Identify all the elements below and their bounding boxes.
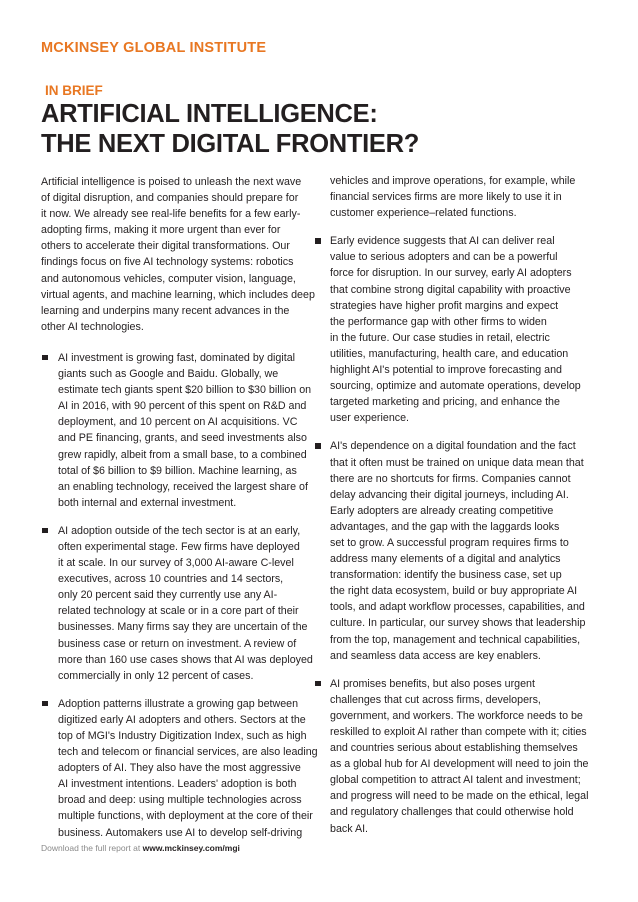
text-line: grew rapidly, albeit from a small base, to a combined: [58, 448, 307, 461]
text-line: multiple functions, with deployment at the core of their: [58, 810, 313, 823]
text-line: it now. We already see real-life benefits for a few early-: [41, 208, 301, 221]
footer-url-link[interactable]: www.mckinsey.com/mgi: [142, 843, 240, 853]
text-line: AI's dependence on a digital foundation and the fact: [330, 440, 576, 453]
text-line: address many elements of a digital and analytics: [330, 553, 561, 566]
bullet-text: [58, 523, 313, 684]
text-line: strategies have higher profit margins and expect: [330, 299, 559, 312]
section-kicker: IN BRIEF: [45, 83, 103, 98]
text-line: digitized early AI adopters and others. Sectors at the: [58, 713, 306, 726]
bullet-text: [330, 233, 590, 426]
bullet-square-icon: [315, 238, 321, 244]
text-line: findings focus on five AI technology systems: robotics: [41, 256, 294, 269]
text-line: AI adoption outside of the tech sector is at an early,: [58, 524, 301, 537]
page-title: [41, 99, 419, 159]
text-line: sourcing, optimize and automate operations, develop: [330, 380, 581, 393]
text-line: top of MGI's Industry Digitization Index, such as high: [58, 730, 307, 742]
text-line: the right data ecosystem, build or buy appropriate AI: [330, 585, 578, 598]
text-line: and PE financing, grants, and seed investments also: [58, 432, 307, 445]
text-line: other AI technologies.: [41, 320, 144, 333]
text-line: from the top, management and technical capabilities,: [330, 633, 581, 646]
text-line: force for disruption. In our survey, early AI adopters: [330, 267, 572, 280]
text-line: global competition to attract AI talent and investment;: [330, 774, 581, 787]
text-line: commercially in only 12 percent of cases.: [58, 669, 254, 682]
text-line: Adoption patterns illustrate a growing gap between: [58, 697, 299, 710]
text-line: culture. In particular, our survey shows that leadership: [330, 617, 586, 630]
text-line: an enabling technology, received the largest share of: [58, 480, 308, 493]
text-line: others to accelerate their digital transformations. Our: [41, 240, 290, 253]
text-line: estimate tech giants spent $20 billion to $30 billion on: [58, 384, 312, 397]
bullet-square-icon: [315, 681, 321, 687]
title-line: THE NEXT DIGITAL FRONTIER?: [41, 130, 419, 158]
bullet-text: [58, 350, 312, 511]
right-column: [314, 173, 590, 849]
text-line: virtual agents, and machine learning, which includes deep: [41, 288, 315, 301]
text-line: executives, across 10 countries and 14 sectors,: [58, 573, 284, 586]
text-line: the performance gap with other firms to widen: [330, 315, 547, 328]
text-line: giants such as Google and Baidu. Globally, we: [58, 368, 279, 381]
continued-paragraph: [330, 173, 590, 221]
bullet-text: [330, 438, 590, 663]
text-line: AI investment is growing fast, dominated by digital: [58, 351, 296, 364]
text-line: advantages, and the gap with the laggards looks: [330, 520, 560, 533]
bullet-item: [41, 523, 313, 684]
bullet-square-icon: [42, 528, 48, 534]
text-line: it at scale. In our survey of 3,000 AI-aware C-level: [58, 557, 294, 570]
text-line: Early adopters are already creating competitive: [330, 504, 554, 517]
text-line: Early evidence suggests that AI can deliver real: [330, 235, 555, 248]
text-line: government, and workers. The workforce needs to be: [330, 709, 583, 722]
footer-download-note: [41, 843, 240, 853]
text-line: utilities, manufacturing, health care, and education: [330, 347, 569, 360]
intro-paragraph: [41, 174, 315, 335]
left-bullet-list: [41, 350, 318, 841]
text-line: related technology at scale or in a core part of their: [58, 605, 299, 618]
text-line: Artificial intelligence is poised to unleash the next wave: [41, 176, 302, 188]
text-line: there are no shortcuts for firms. Companies cannot: [330, 472, 571, 485]
text-line: transformation: identify the business case, set up: [330, 569, 562, 582]
text-line: often experimental stage. Few firms have deployed: [58, 540, 300, 553]
text-line: and seamless data access are key enablers.: [330, 649, 541, 662]
text-line: AI promises benefits, but also poses urgent: [330, 677, 535, 690]
text-line: total of $6 billion to $9 billion. Machine learning, as: [58, 464, 297, 477]
bullet-square-icon: [42, 355, 48, 361]
text-line: businesses. Many firms say they are uncertain of the: [58, 621, 308, 634]
footer-prefix: Download the full report at: [41, 843, 143, 853]
bullet-text: [58, 696, 318, 841]
text-line: both internal and external investment.: [58, 496, 237, 509]
bullet-text: [330, 676, 590, 837]
bullet-item: [314, 233, 590, 426]
text-line: learning and underpins many recent advances in the: [41, 304, 290, 317]
text-line: as a global hub for AI development will need to join the: [330, 758, 589, 771]
bullet-square-icon: [315, 443, 321, 449]
text-line: challenges that cut across firms, developers,: [330, 693, 541, 706]
bullet-item: [41, 350, 312, 511]
title-line: ARTIFICIAL INTELLIGENCE:: [41, 100, 378, 128]
text-line: and progress will need to be made on the ethical, legal: [330, 790, 589, 803]
text-line: back AI.: [330, 822, 369, 835]
text-line: more than 160 use cases shows that AI was deployed: [58, 653, 313, 666]
right-bullet-list: [314, 233, 590, 836]
text-line: set to grow. A successful program requires firms to: [330, 536, 569, 549]
text-line: adopters of AI. They also have the most aggressive: [58, 762, 301, 775]
text-line: customer experience–related functions.: [330, 207, 517, 220]
text-line: in the future. Our case studies in retail, electric: [330, 331, 550, 344]
organization-name: MCKINSEY GLOBAL INSTITUTE: [41, 40, 267, 56]
text-line: of digital disruption, and companies should prepare for: [41, 192, 299, 205]
text-line: and countries serious about establishing themselves: [330, 742, 578, 755]
text-line: vehicles and improve operations, for example, while: [330, 175, 576, 187]
text-line: business case or return on investment. A review of: [58, 637, 297, 650]
bullet-item: [314, 438, 590, 663]
text-line: value to serious adopters and can be a powerful: [330, 251, 558, 264]
left-column: [41, 174, 318, 853]
text-line: broad and deep: using multiple technologies across: [58, 794, 302, 807]
text-line: that combine strong digital capability with proactive: [330, 283, 571, 296]
bullet-square-icon: [42, 701, 48, 707]
text-line: AI in 2016, with 90 percent of this spent on R&D and: [58, 400, 307, 413]
text-line: adopting firms, making it more urgent than ever for: [41, 224, 281, 237]
text-line: tech and telecom or financial services, are also leading: [58, 746, 318, 759]
text-line: targeted marketing and pricing, and enhance the: [330, 396, 560, 409]
text-line: deployment, and 10 percent on AI acquisitions. VC: [58, 416, 298, 429]
text-line: and regulatory challenges that could otherwise hold: [330, 806, 574, 819]
text-line: AI investment intentions. Leaders' adoption is both: [58, 778, 297, 791]
bullet-item: [314, 676, 590, 837]
text-line: that it often must be trained on unique data mean that: [330, 456, 584, 469]
text-line: only 20 percent said they currently use any AI-: [58, 589, 278, 602]
text-line: highlight AI's potential to improve forecasting and: [330, 364, 562, 377]
text-line: user experience.: [330, 412, 410, 425]
text-line: reskilled to exploit AI rather than compete with it; cities: [330, 726, 587, 738]
text-line: delay advancing their digital journeys, including AI.: [330, 488, 569, 501]
text-line: financial services firms are more likely to use it in: [330, 191, 562, 204]
text-line: tools, and adapt workflow processes, capabilities, and: [330, 601, 585, 614]
text-line: and autonomous vehicles, computer vision, language,: [41, 272, 296, 285]
text-line: business. Automakers use AI to develop self-driving: [58, 826, 303, 839]
bullet-item: [41, 696, 318, 841]
